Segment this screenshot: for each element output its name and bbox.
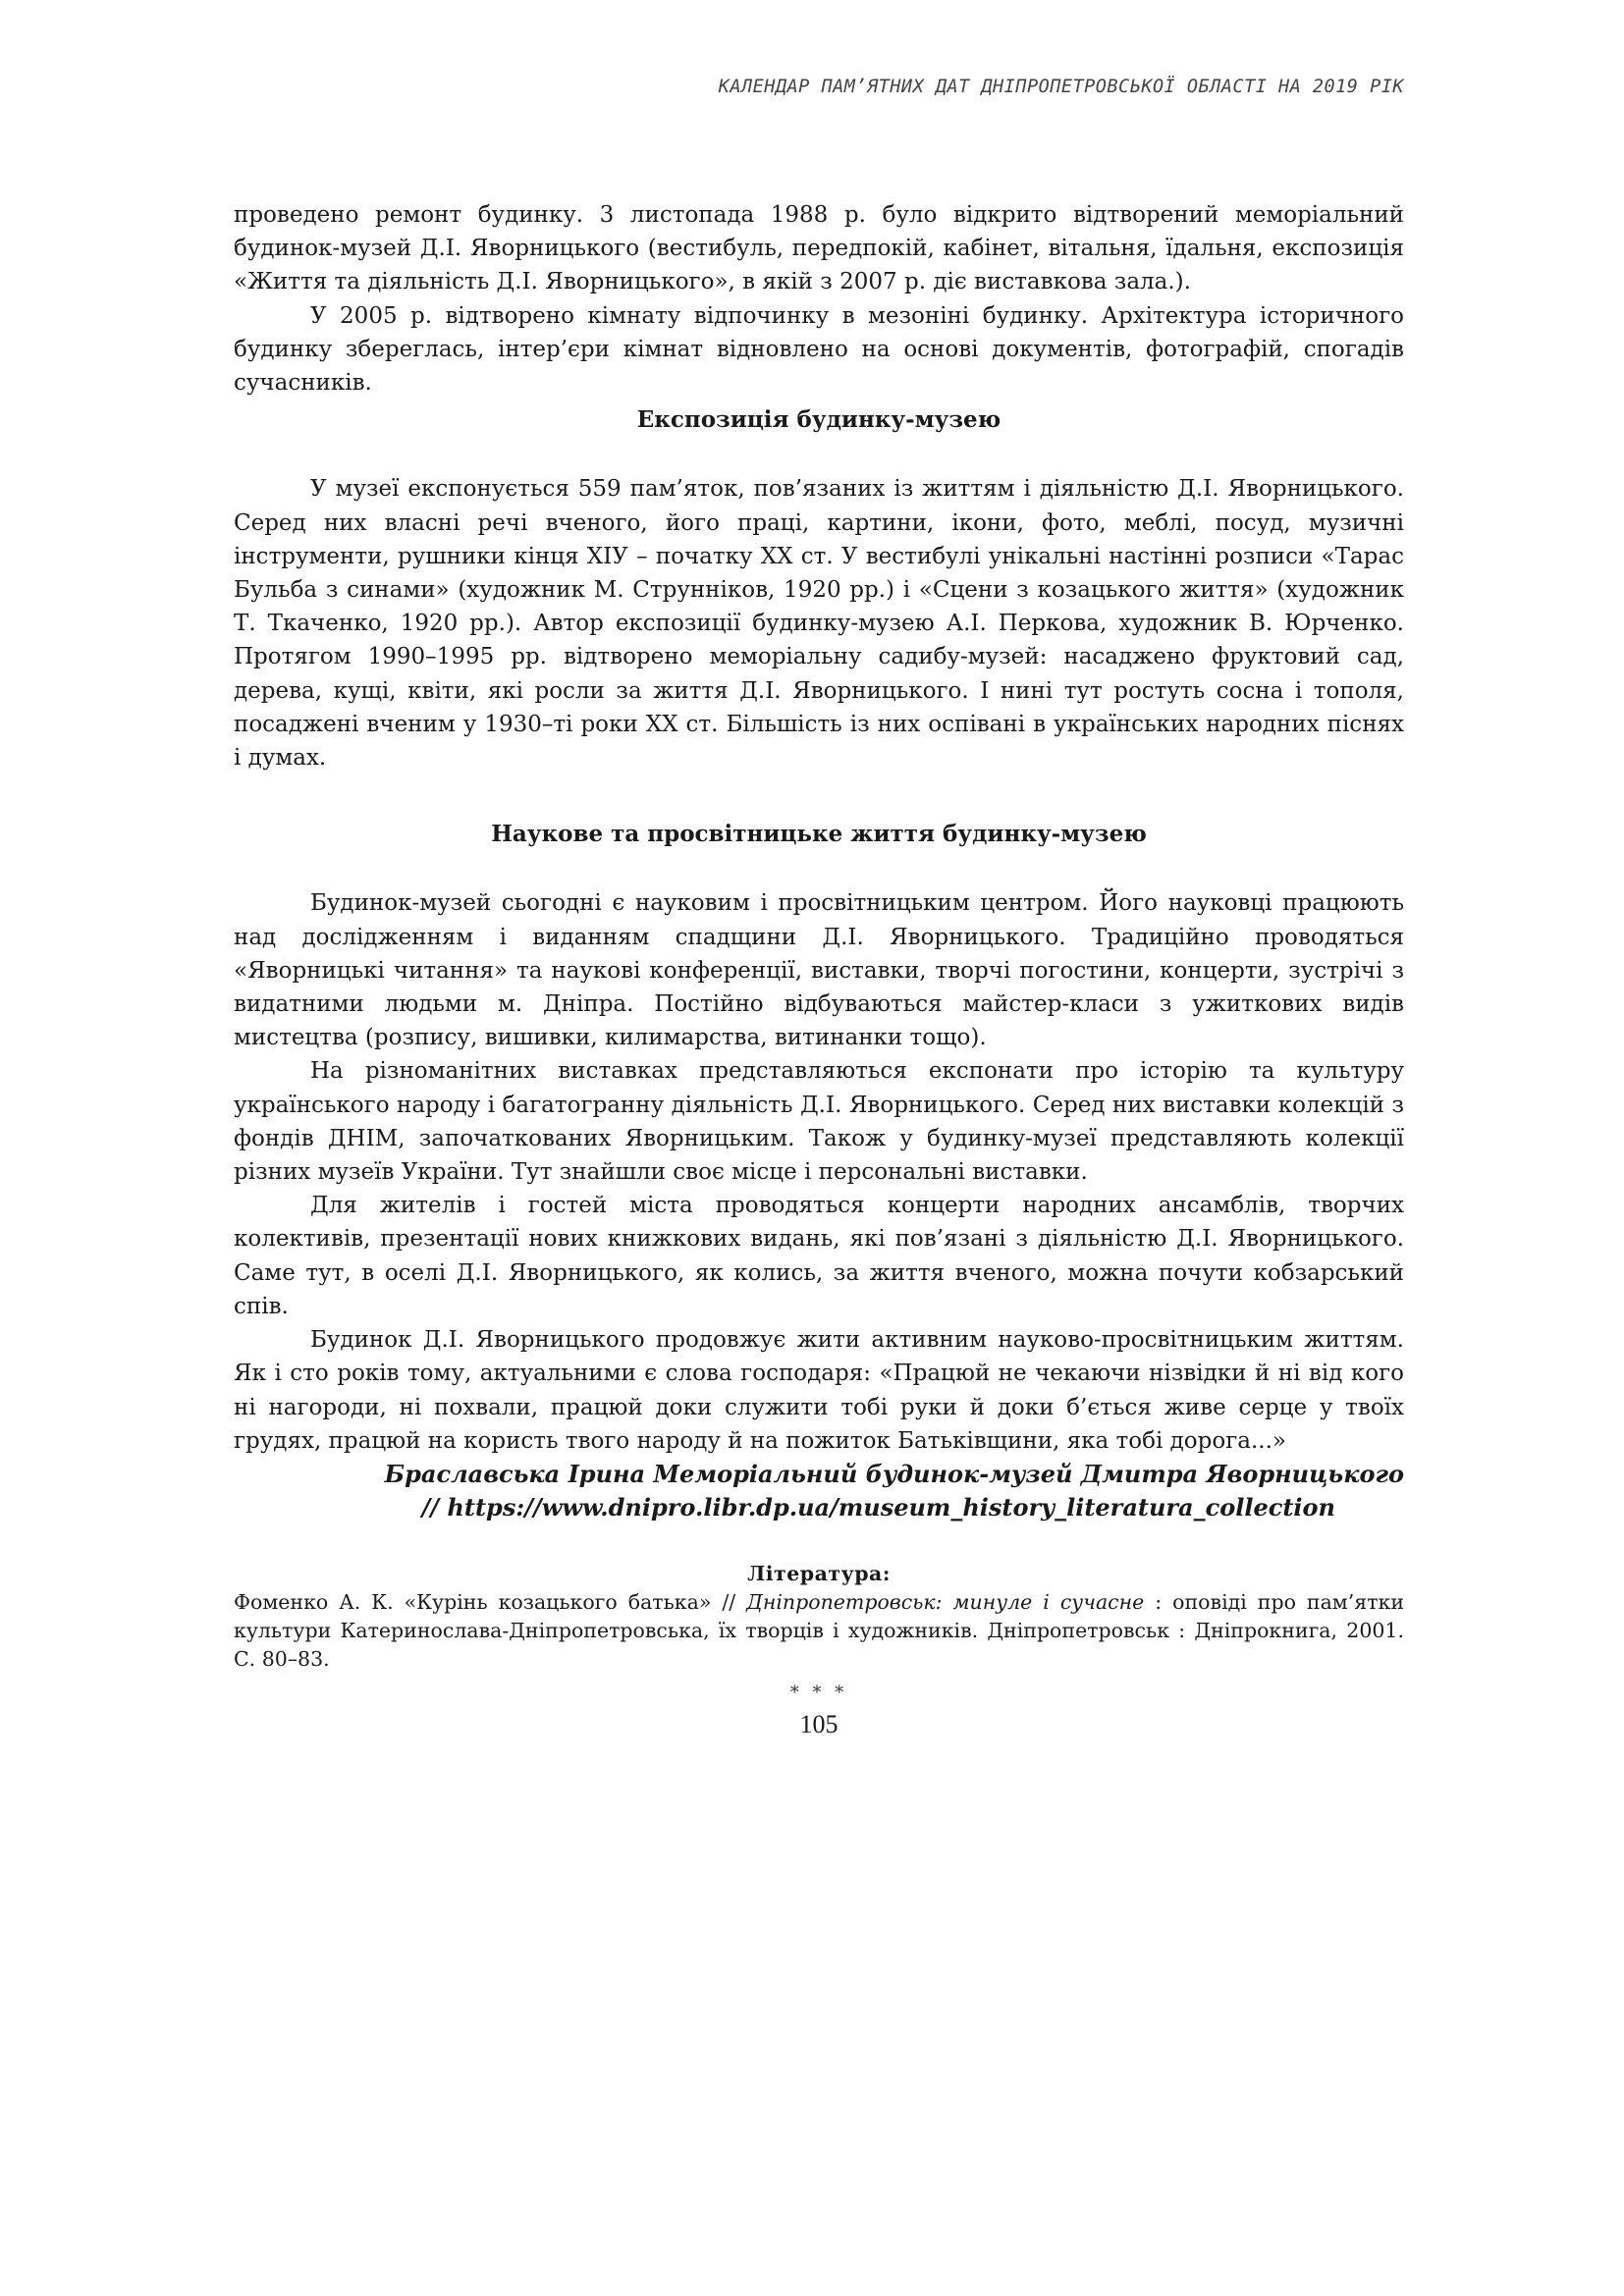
section-heading-exposition: Експозиція будинку-музею	[636, 406, 1001, 434]
running-header: КАЛЕНДАР ПАМ’ЯТНИХ ДАТ ДНІПРОПЕТРОВСЬКОЇ ОБЛАСТІ НА 2019 РІК	[718, 77, 1404, 97]
literature-section	[234, 1560, 1404, 1674]
literature-entry-author: Фоменко А. К. «Курінь козацького батька» //	[234, 1589, 747, 1614]
literature-entry-title: Дніпропетровськ: минуле і сучасне	[746, 1589, 1145, 1614]
author-signature	[234, 1458, 1404, 1524]
signature-author: Браславська Ірина Меморіальний будинок-музей Дмитра Яворницького	[384, 1459, 1404, 1488]
paragraph: Для жителів і гостей міста проводяться концерти народних ансамблів, творчих колективів, презентації нових книжкових видань, які пов’язані з діяльністю Д.І. Яворницького. Саме тут, в оселі Д.І. Яворницького, як колись, за життя вченого, можна почути кобзарський спів.	[234, 1193, 1404, 1319]
paragraph: Будинок-музей сьогодні є науковим і просвітницьким центром. Його науковці працюють над дослідженням і виданням спадщини Д.І. Яворницького. Традиційно проводяться «Яворницькі читання» та наукові конференції, виставки, творчі погостини, концерти, зустрічі з видатними людьми м. Дніпра. Постійно відбуваються майстер-класи з ужиткових видів мистецтва (розпису, вишивки, килимарства, витинанки тощо).	[234, 890, 1404, 1051]
page-number: 105	[799, 1709, 839, 1738]
paragraph: Будинок Д.І. Яворницького продовжує жити активним науково-просвітницьким життям. Як і сто років тому, актуальними є слова господаря: «Працюй не чекаючи нізвідки й ні від кого ні нагороди, ні похвали, працюй доки служити тобі руки й доки б’ється живе серце у твоїх грудях, працюй на користь твого народу й на пожиток Батьківщини, яка тобі дорога...»	[234, 1327, 1404, 1454]
literature-entry	[234, 1588, 1404, 1674]
literature-heading: Література:	[747, 1561, 891, 1585]
page-content	[234, 198, 1404, 1740]
section-separator: * * *	[789, 1682, 848, 1703]
signature-source-link[interactable]: // https://www.dnipro.libr.dp.ua/museum_history_literatura_collection	[421, 1492, 1335, 1522]
paragraph: У 2005 р. відтворено кімнату відпочинку в мезоніні будинку. Архітектура історичного будинку збереглась, інтер’єри кімнат відновлено на основі документів, фотографій, спогадів сучасників.	[234, 302, 1404, 397]
section-heading-scientific-life: Наукове та просвітницьке життя будинку-музею	[491, 821, 1147, 848]
paragraph: проведено ремонт будинку. 3 листопада 1988 р. було відкрито відтворений меморіальний будинок-музей Д.І. Яворницького (вестибуль, передпокій, кабінет, вітальня, їдальня, експозиція «Життя та діяльність Д.І. Яворницького», в якій з 2007 р. діє виставкова зала.).	[234, 202, 1404, 295]
literature-entry-details: : оповіді про пам’ятки культури Катеринослава-Дніпропетровська, їх творців і художників. Дніпропетровськ : Дніпрокнига, 2001. С. 80–83.	[234, 1589, 1405, 1671]
paragraph: У музеї експонується 559 пам’яток, пов’язаних із життям і діяльністю Д.І. Яворницького. Серед них власні речі вченого, його праці, картини, ікони, фото, меблі, посуд, музичні інструменти, рушники кінця ХІУ – початку ХХ ст. У вестибулі унікальні настінні розписи «Тарас Бульба з синами» (художник М. Струнніков, 1920 рр.) і «Сцени з козацького життя» (художник Т. Ткаченко, 1920 рр.). Автор експозиції будинку-музею А.І. Перкова, художник В. Юрченко. Протягом 1990–1995 рр. відтворено меморіальну садибу-музей: насаджено фруктовий сад, дерева, кущі, квіти, які росли за життя Д.І. Яворницького. І нині тут ростуть сосна і тополя, посаджені вченим у 1930–ті роки ХХ ст. Більшість із них оспівані в українських народних піснях і думах.	[234, 476, 1404, 772]
document-page	[234, 0, 1404, 2296]
paragraph: На різноманітних виставках представляються експонати про історію та культуру українського народу і багатогранну діяльність Д.І. Яворницького. Серед них виставки колекцій з фондів ДНІМ, започаткованих Яворницьким. Також у будинку-музеї представляють колекції різних музеїв України. Тут знайшли своє місце і персональні виставки.	[234, 1058, 1404, 1186]
